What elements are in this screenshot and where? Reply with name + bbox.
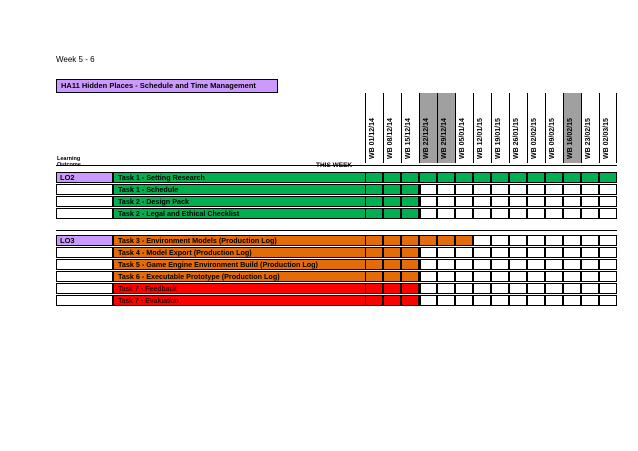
week-header-label: WB 16/02/15 (567, 118, 574, 159)
week-header-label: WB 02/02/15 (531, 118, 538, 159)
schedule-cell (437, 172, 455, 183)
schedule-cell (599, 247, 617, 258)
week-header (599, 93, 617, 163)
schedule-cell (581, 196, 599, 207)
schedule-cell (599, 295, 617, 306)
schedule-cell (419, 259, 437, 270)
learning-outcome-cell (56, 271, 113, 282)
schedule-cell (383, 196, 401, 207)
schedule-cell (455, 247, 473, 258)
schedule-cell (527, 295, 545, 306)
section-divider (56, 165, 617, 166)
schedule-cell (365, 271, 383, 282)
schedule-cell (509, 271, 527, 282)
week-header (473, 93, 491, 163)
schedule-cell (527, 208, 545, 219)
schedule-cell (527, 184, 545, 195)
week-header (437, 93, 455, 163)
schedule-cell (509, 208, 527, 219)
schedule-cell (473, 184, 491, 195)
week-header (563, 93, 581, 163)
schedule-cell (473, 259, 491, 270)
schedule-cell (437, 271, 455, 282)
schedule-cell (563, 208, 581, 219)
schedule-cell (383, 259, 401, 270)
schedule-cell (455, 196, 473, 207)
schedule-cell (383, 247, 401, 258)
schedule-cell (401, 172, 419, 183)
schedule-cell (527, 283, 545, 294)
schedule-cell (455, 208, 473, 219)
schedule-cell (509, 295, 527, 306)
schedule-cell (365, 247, 383, 258)
schedule-cell (581, 235, 599, 246)
schedule-cell (509, 235, 527, 246)
week-header (419, 93, 437, 163)
week-header-label: WB 09/02/15 (549, 118, 556, 159)
schedule-cell (599, 196, 617, 207)
schedule-cell (491, 196, 509, 207)
schedule-cell (473, 283, 491, 294)
schedule-cell (383, 271, 401, 282)
schedule-cell (545, 271, 563, 282)
schedule-cell (365, 184, 383, 195)
week-header (491, 93, 509, 163)
schedule-cell (581, 271, 599, 282)
week-header (455, 93, 473, 163)
learning-outcome-cell (56, 295, 113, 306)
week-header-label: WB 22/12/14 (423, 118, 430, 159)
schedule-cell (473, 196, 491, 207)
schedule-cell (365, 208, 383, 219)
schedule-cell (527, 247, 545, 258)
schedule-cell (401, 196, 419, 207)
schedule-cell (437, 208, 455, 219)
schedule-cell (401, 295, 419, 306)
schedule-cell (581, 247, 599, 258)
schedule-cell (599, 271, 617, 282)
schedule-cell (599, 283, 617, 294)
week-header-label: WB 02/03/15 (603, 118, 610, 159)
schedule-cell (419, 283, 437, 294)
week-header-label: WB 05/01/14 (459, 118, 466, 159)
learning-outcome-cell: LO2 (56, 172, 113, 183)
schedule-cell (491, 247, 509, 258)
schedule-cell (365, 259, 383, 270)
learning-outcome-cell (56, 184, 113, 195)
schedule-cell (491, 295, 509, 306)
schedule-cell (509, 184, 527, 195)
learning-outcome-cell (56, 283, 113, 294)
learning-outcome-cell (56, 259, 113, 270)
learning-outcome-cell: LO3 (56, 235, 113, 246)
schedule-cell (383, 184, 401, 195)
schedule-cell (599, 184, 617, 195)
section-divider (56, 230, 617, 231)
schedule-cell (599, 208, 617, 219)
task-name-cell: Task 3 - Environment Models (Production Log) (113, 235, 421, 246)
task-name-cell: Task 4 - Model Export (Production Log) (113, 247, 421, 258)
schedule-cell (563, 196, 581, 207)
schedule-cell (365, 235, 383, 246)
week-header (509, 93, 527, 163)
task-name-cell: Task 7 - Evaluation (113, 295, 421, 306)
week-header (545, 93, 563, 163)
schedule-cell (455, 259, 473, 270)
schedule-cell (545, 184, 563, 195)
schedule-cell (437, 184, 455, 195)
task-name-cell: Task 2 - Legal and Ethical Checklist (113, 208, 421, 219)
schedule-cell (509, 172, 527, 183)
learning-outcome-cell (56, 247, 113, 258)
schedule-cell (491, 259, 509, 270)
schedule-cell (401, 235, 419, 246)
schedule-cell (365, 196, 383, 207)
task-name-cell: Task 1 - Schedule (113, 184, 421, 195)
schedule-cell (455, 172, 473, 183)
schedule-cell (491, 208, 509, 219)
schedule-cell (563, 184, 581, 195)
week-header-label: WB 29/12/14 (441, 118, 448, 159)
schedule-cell (419, 271, 437, 282)
schedule-cell (509, 283, 527, 294)
learning-outcome-header-line1: Learning (57, 156, 81, 162)
schedule-cell (383, 172, 401, 183)
schedule-cell (383, 235, 401, 246)
schedule-cell (455, 235, 473, 246)
learning-outcome-cell (56, 208, 113, 219)
task-name-cell: Task 5 - Game Engine Environment Build (Production Log) (113, 259, 421, 270)
schedule-cell (545, 235, 563, 246)
schedule-cell (581, 208, 599, 219)
schedule-cell (563, 295, 581, 306)
week-header (527, 93, 545, 163)
schedule-cell (419, 184, 437, 195)
schedule-cell (455, 271, 473, 282)
schedule-title: HA11 Hidden Places - Schedule and Time Management (56, 79, 278, 93)
week-header (401, 93, 419, 163)
schedule-cell (473, 235, 491, 246)
schedule-cell (491, 235, 509, 246)
schedule-cell (455, 295, 473, 306)
schedule-cell (527, 271, 545, 282)
schedule-cell (365, 172, 383, 183)
schedule-cell (437, 283, 455, 294)
schedule-cell (401, 259, 419, 270)
schedule-cell (437, 295, 455, 306)
schedule-cell (599, 235, 617, 246)
task-name-cell: Task 1 - Setting Research (113, 172, 421, 183)
schedule-cell (545, 283, 563, 294)
schedule-cell (545, 196, 563, 207)
schedule-cell (401, 283, 419, 294)
schedule-cell (401, 247, 419, 258)
schedule-cell (473, 208, 491, 219)
schedule-cell (473, 295, 491, 306)
schedule-cell (419, 295, 437, 306)
schedule-cell (491, 283, 509, 294)
schedule-cell (401, 208, 419, 219)
learning-outcome-cell (56, 196, 113, 207)
schedule-cell (545, 295, 563, 306)
schedule-cell (383, 283, 401, 294)
schedule-cell (419, 172, 437, 183)
schedule-cell (437, 196, 455, 207)
schedule-cell (509, 259, 527, 270)
schedule-cell (545, 247, 563, 258)
schedule-cell (527, 196, 545, 207)
schedule-cell (401, 184, 419, 195)
task-name-cell: Task 7 - Feedback (113, 283, 421, 294)
schedule-cell (509, 247, 527, 258)
schedule-cell (437, 247, 455, 258)
schedule-cell (383, 208, 401, 219)
schedule-cell (581, 172, 599, 183)
week-header-label: WB 12/01/15 (477, 118, 484, 159)
schedule-cell (491, 184, 509, 195)
week-header-label: WB 26/01/15 (513, 118, 520, 159)
schedule-cell (545, 259, 563, 270)
schedule-cell (437, 235, 455, 246)
schedule-cell (563, 247, 581, 258)
schedule-cell (365, 295, 383, 306)
week-header-label: WB 19/01/15 (495, 118, 502, 159)
schedule-cell (599, 259, 617, 270)
schedule-cell (419, 208, 437, 219)
schedule-cell (527, 259, 545, 270)
schedule-cell (563, 172, 581, 183)
week-header (365, 93, 383, 163)
task-name-cell: Task 2 - Design Pack (113, 196, 421, 207)
schedule-cell (527, 172, 545, 183)
schedule-cell (365, 283, 383, 294)
schedule-cell (545, 208, 563, 219)
schedule-cell (419, 196, 437, 207)
schedule-cell (581, 283, 599, 294)
week-header-label: WB 15/12/14 (405, 118, 412, 159)
schedule-cell (491, 271, 509, 282)
schedule-cell (473, 172, 491, 183)
schedule-cell (419, 247, 437, 258)
schedule-cell (545, 172, 563, 183)
week-header (383, 93, 401, 163)
schedule-cell (419, 235, 437, 246)
task-name-cell: Task 6 - Executable Prototype (Production Log) (113, 271, 421, 282)
week-header (581, 93, 599, 163)
schedule-cell (563, 235, 581, 246)
schedule-cell (491, 172, 509, 183)
schedule-cell (581, 295, 599, 306)
schedule-cell (581, 259, 599, 270)
week-label: Week 5 - 6 (56, 55, 95, 64)
schedule-cell (563, 271, 581, 282)
schedule-cell (455, 283, 473, 294)
schedule-cell (473, 271, 491, 282)
week-header-label: WB 23/02/15 (585, 118, 592, 159)
schedule-cell (473, 247, 491, 258)
schedule-cell (509, 196, 527, 207)
week-header-label: WB 01/12/14 (369, 118, 376, 159)
schedule-cell (599, 172, 617, 183)
schedule-cell (581, 184, 599, 195)
learning-outcome-header (57, 156, 81, 168)
schedule-cell (383, 295, 401, 306)
week-header-label: WB 08/12/14 (387, 118, 394, 159)
schedule-cell (437, 259, 455, 270)
schedule-cell (563, 259, 581, 270)
schedule-cell (401, 271, 419, 282)
schedule-cell (455, 184, 473, 195)
schedule-cell (527, 235, 545, 246)
schedule-cell (563, 283, 581, 294)
